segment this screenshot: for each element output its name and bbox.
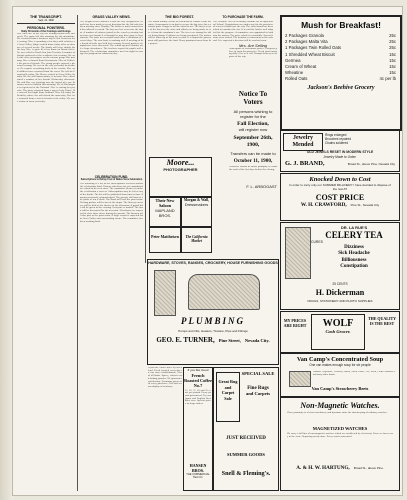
carpet-right <box>240 371 276 396</box>
crawford-cost: COST PRICE <box>315 192 365 202</box>
celery-title: CELERY TEA <box>325 230 383 240</box>
photographer-sub: PHOTOGRAPHER <box>163 167 198 172</box>
turner-name-row <box>150 336 276 344</box>
mush-title: Mush for Breakfast! <box>301 20 381 30</box>
turner-hardware-ad <box>147 259 279 365</box>
jewelry-tagline: Jewelry Made to Order. <box>323 155 357 159</box>
jewelry-brand-row <box>285 160 395 167</box>
celery-item: Constipation <box>340 263 368 269</box>
column-1-text: Mrs. and Mrs. of the city are visiting friends here this week. The party left this morning for the mountains. Mr. returned from a business trip to San Francisco last evening. Miss is spending a few days with relatives at Grass Valley. Judge arrived home today after an absence of several weeks. The family will leave shortly for the bay. Mrs. is quite ill at her home on Broad street. Dr. was called to North San Juan Tuesday. A number of friends gathered at the residence last evening. Mr. and wife were passengers on the narrow gauge this morning. Mrs. returned from Sacramento. Miss of Colfax is the guest of friends. The young people enjoyed a pleasant evening. Mr. was in the city yesterday on business. He reports everything lively in his section. Mrs. and children have returned from the coast. Mr. left for Downieville today. The Misses visited in Grass Valley Sunday. Mr. the well known miner, is in town. Mrs. entertained a number of her friends Wednesday afternoon. Mr. and Mrs. are rejoicing over the arrival of a son. Attorney went to Auburn this morning. Mr. of Washington is registered at the National. Mrs. is visiting her parents. The party returned from a trip to Lake Tahoe. Mr. arrived last night from Oakland. Miss left today for Berkeley where she will attend the university. Mrs. has returned from a visit to friends in the valley. Mr. was a visitor in town yesterday. <box>17 33 75 103</box>
celery-price: 25 CENTS <box>332 282 348 286</box>
rule <box>17 23 75 24</box>
celery-item: Dizziness <box>344 245 364 250</box>
watches-filler-2: We carry a full line of non-magnetic watches which are unaffected by electricity. Prices as low as any in the state. Repairing neatly done. Every watch warranted. <box>287 433 393 438</box>
coffee-body: 25, 30, 35, 40 and 50 cents per pound. Every pound guaranteed. Try our Japan and English Breakfast teas. Special prices on large orders. <box>185 389 211 406</box>
carpet-fine1: Fine Rugs <box>247 386 269 391</box>
crawford-ad <box>280 173 400 221</box>
column-4-text: The National Tiles in Securing Grounds for an Agricultural School. Negotiations are under way for the purchase of a tract of land near the city. The state board has been asked to consider the site. It is said the land is well adapted for the purpose. A committee was appointed to look into the matter. The price asked is reasonable. Several farms were visited. The location is convenient to the railroad. It is expected a decision will be reached soon. <box>213 21 273 42</box>
notice-fall-election: Fall Election, <box>237 121 269 127</box>
stove-image <box>154 270 176 316</box>
wolf-center-box <box>311 314 365 350</box>
wolf-left: MY PRICES ARE RIGHT <box>283 318 307 328</box>
column-2 <box>80 15 143 463</box>
vancamp-body: One can makes enough soup for six people <box>309 363 371 367</box>
great-rug-box <box>216 372 240 422</box>
crawford-body: In order to carry only our SUMMER MILLINERY I have decided to dispose of the rest AT <box>289 183 391 191</box>
coffee-title: French Roasted Coffee No.7 <box>184 373 212 389</box>
turner-city: Nevada City. <box>244 338 270 343</box>
mush-item: Wheatine 15c <box>285 70 396 76</box>
peter-name: Peter Mattheisen <box>151 235 179 239</box>
notice-filler-2: Transfers should be made promptly to avoid the rush of the last days before the closing. <box>229 166 277 171</box>
jewelry-ad <box>280 130 400 172</box>
celery-item: Sick Headache <box>338 251 370 257</box>
saloon-sub: MAPLAND BROS. <box>155 208 175 218</box>
turner-top: HARDWARE, STOVES, RANGES, CROCKERY, HOUSE FURNISHING GOODS <box>148 261 278 265</box>
watches-filler: Close proximity to electric machinery and dynamos ruins the timekeeping of ordinary watches. <box>287 412 388 414</box>
celebration-fund-sub: Subscriptions to Defray Cost of Native Sons Celebration <box>80 179 143 181</box>
carpet-just: JUST RECEIVED <box>226 436 266 441</box>
coffee-sub: THE COMMERCIAL TEA CO. <box>186 472 210 479</box>
jewelry-list-item: Chains soldered <box>325 141 349 146</box>
photographer-title: Moore... <box>166 158 195 167</box>
jewelry-wide: OLD JEWELS RESET IN MODERN STYLE <box>306 150 374 154</box>
wolf-center: Cash Grocer. <box>325 329 351 334</box>
jewelry-brand: G. J. BRAND, <box>285 160 325 167</box>
notice-body4: Transfers can be made to <box>230 151 276 156</box>
notice-oct-date: October 11, 1900, <box>233 158 273 164</box>
celery-footer: DRUGS, STATIONERY AND PHOTO SUPPLIES <box>307 299 373 303</box>
notice-body2: register for the <box>240 114 266 119</box>
celery-cures: CURES <box>311 240 323 244</box>
notice-body3: will register now <box>238 127 268 132</box>
peter-ad <box>149 227 181 253</box>
wolf-grocer-ad <box>280 311 400 353</box>
notice-signature: F. L. ARBOGAST <box>246 184 277 189</box>
vancamp-title: Van Camp's Concentrated Soup <box>296 356 384 363</box>
mush-item: 2 Packages Malta Vita 25c <box>285 39 396 45</box>
notice-body1: All persons wishing to <box>233 109 273 114</box>
column-3 <box>148 15 211 151</box>
newspaper-page <box>12 6 403 496</box>
carpet-special: SPECIAL SALE <box>241 371 275 376</box>
mush-footer: Jackson's Beehive Grocery <box>307 84 375 91</box>
crawford-tail: Pine St., Nevada City <box>350 202 380 207</box>
carpet-summer: SUMMER GOODS <box>227 452 265 457</box>
watches-title: Non-Magnetic Watches. <box>300 401 380 410</box>
masthead-title: THE TRANSCRIPT. <box>30 15 62 19</box>
column-3-lower-text: If you like Good Coffee try our blend. Fresh roasted every day in our own establishment. Teas of all kinds. Spices, extracts and baking powder. We guarantee satisfaction. Premiums given with every purchase. Call and see our display of crockery. <box>148 367 182 388</box>
watches-addr: Broad St., above Pine. <box>353 466 384 470</box>
celery-pre: DR. LA RUE'S <box>340 225 368 230</box>
mush-list <box>282 33 400 83</box>
watches-brand: A. & H. W. HARTUNG, <box>296 465 350 471</box>
notice-label: Mrs. Are Selling <box>238 43 268 48</box>
morgan-name: Morgan & Wall, <box>183 198 210 202</box>
great-rug-label: Carpet <box>221 390 235 395</box>
turner-plumbing: PLUMBING <box>180 316 245 326</box>
personal-pointers-heading: PERSONAL POINTERS. <box>27 26 65 30</box>
watches-brand-row <box>281 465 399 471</box>
grass-valley-news-heading: GRASS VALLEY NEWS. <box>92 15 131 19</box>
celery-tea-package-image <box>285 227 311 279</box>
watches-ad <box>280 397 400 491</box>
wolf-name: WOLF <box>322 318 354 329</box>
california-market-ad <box>181 227 212 253</box>
column-1 <box>17 15 75 473</box>
wolf-right: THE QUALITY IS THE BEST <box>367 316 397 326</box>
celery-brand: H. Dickerman <box>315 288 365 297</box>
mush-breakfast-ad <box>280 15 402 131</box>
crawford-brand: W. H. CRAWFORD, <box>300 201 347 208</box>
saloon-title: Their New Saloon <box>155 198 175 208</box>
jewelry-title-box <box>283 133 323 151</box>
carpet-fine2: and Carpets <box>245 391 271 396</box>
turner-body: Pumps and Oils, Heaters, Tinware, Pipe and Fittings <box>178 329 248 333</box>
mush-item: Germea 15c <box>285 57 396 63</box>
dressmaker-ad <box>181 197 212 227</box>
celebration-fund-heading: CELEBRATION FUND. <box>94 175 129 179</box>
jewelry-list-item: Brooches repaired <box>325 137 352 142</box>
mush-item: Rolled Oats 4c per lb <box>285 76 396 82</box>
notice-voters-ad <box>229 43 277 255</box>
notice-title: Notice To Voters <box>238 90 268 106</box>
jewelry-list-item: Rings enlarged <box>325 133 347 137</box>
notice-filler: Good goods at reasonable prices. Cheapest place in town for groceries. Fresh stock arriving daily. Give us a call. Prompt delivery to all parts of the city. <box>229 48 277 59</box>
mush-item: Cream of Wheat 15c <box>285 64 396 70</box>
jewelry-title2: Mended <box>292 142 314 148</box>
turner-name: GEO. E. TURNER, <box>156 336 215 344</box>
notice-date-big: September 26th, 1900, <box>233 135 273 148</box>
soup-can-image <box>289 371 311 387</box>
mush-item: 1 Packages Twin Rolled Oats 25c <box>285 45 396 51</box>
great-rug-label: and <box>224 384 232 390</box>
masthead-date: Sept. 21, 1900 <box>38 19 54 22</box>
mush-item: 2 Packages Granola 25c <box>285 33 396 38</box>
crawford-brand-row <box>281 202 399 208</box>
celery-item: Billiousness <box>341 257 367 263</box>
great-rug-label: Great Rug <box>218 379 238 384</box>
purchase-farm-heading: TO PURCHASE THE FARM. <box>222 15 264 19</box>
california-market-label: The California Market <box>185 235 208 243</box>
vancamp-berries: Van Camp's Strawberry Beets <box>311 386 369 391</box>
mush-item: 1 Shredded Wheat Biscuit 15c <box>285 51 396 57</box>
coffee-ad <box>183 367 213 491</box>
jewelry-list <box>325 133 351 146</box>
morgan-sub: Dressmakers <box>184 202 209 207</box>
column-3-text: The Storm Sunday Means an Extension of Timber From Yosemite. A movement is on foot to secure the big trees for a national park. Congress will be asked to act. The forest is one of the finest in the state and efforts are being made to save it from the woodman's axe. The trees are among the oldest living things. Petitions are being circulated. The matter will be taken up at the next session. It is hoped the government will purchase the land. Many prominent men favor the project. <box>148 21 211 45</box>
column-2-text-top: The Weight of the Evidence is that the Boy Disappeared. Search has been made in every direction for the lad who has been missing since Monday. The father is much worried and has offered a reward. The boy was last seen near the depot. A number of citizens joined in the search yesterday but no trace was found. It is thought he may have gone to Sacramento. The mine has resumed work after a shutdown of several days. The new hoist is working well. A meeting of the board of trade was held last evening. Several matters of importance were discussed. The school opened Monday with a large attendance. The teachers report the pupils well advanced. The celebration committee met last night to arrange the program for admission day. <box>80 21 143 56</box>
coffee-pre: If you like Good <box>187 368 209 372</box>
watches-sub: MAGNETIZED WATCHES <box>312 426 368 431</box>
column-2-text-bottom: The following is a list of the subscriptions received toward the celebration fund. Citizens who have not yet contributed are asked to do so at once. The committee desires to make the celebration a success. Subscriptions may be left at any of the banks. The list will be published from time to time. Amount previously acknowledged. The parade will form at the plaza at ten o'clock. The band will lead the procession. Visiting parlors will be met at the depot. The literary exercises will be held at the theater in the afternoon. A grand ball will be given in the evening. Everyone is invited. The town will be decorated for the occasion. Merchants are requested to close their stores during the parade. The firemen will take part in the procession. A large crowd is expected from Grass Valley and surrounding towns. The committee has been working hard. <box>80 183 143 223</box>
big-forest-heading: THE BIG FOREST. <box>164 15 194 19</box>
vancamp-filler: Tomato, Vegetable, Chicken, Oxtail, Mock Turtle, Pea, Bean, Clam Chowder and many other kinds. <box>313 371 395 376</box>
turner-street: Pine Street, <box>218 338 241 343</box>
vancamp-ad <box>280 353 400 397</box>
personal-pointers-sub: Daily Chronicle of the Comings and Goings <box>21 30 71 33</box>
carpet-brand: Snell & Fleming's. <box>221 470 271 477</box>
coffee-brand: HANSEN BROS. <box>189 462 207 473</box>
crawford-title: Knocked Down to Cost <box>309 176 371 183</box>
carpet-sale-ad <box>213 367 279 491</box>
photographer-ad <box>149 157 212 197</box>
saloon-ad <box>149 197 181 227</box>
jewelry-addr: Broad St., above Pine, Nevada City <box>347 162 395 166</box>
column-divider <box>145 15 146 263</box>
celery-text <box>311 225 397 270</box>
column-divider <box>77 15 78 491</box>
range-image <box>188 274 260 310</box>
celery-tea-ad <box>280 222 400 310</box>
great-rug-label: Sale <box>224 395 232 401</box>
jewelry-title1: Jewelry <box>293 135 313 141</box>
